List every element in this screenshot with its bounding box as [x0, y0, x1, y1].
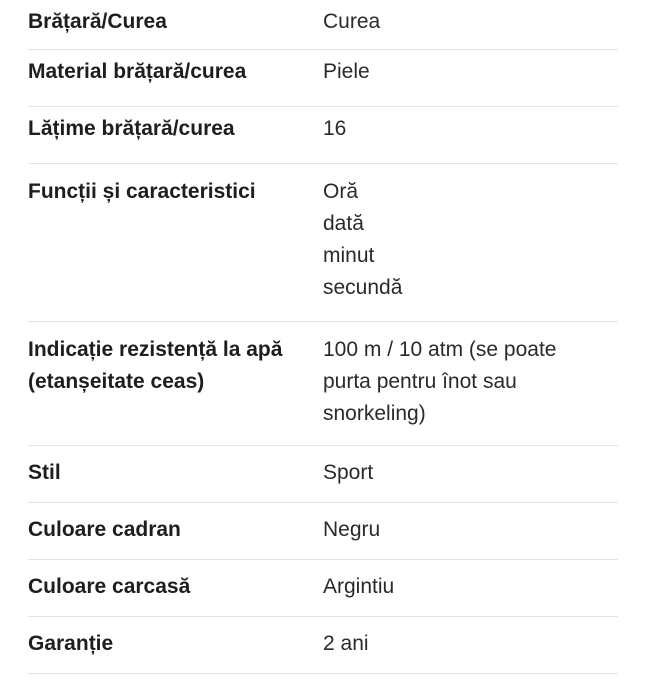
spec-row-dial-color — [28, 503, 618, 560]
spec-label: Culoare cadran — [28, 518, 181, 541]
spec-label-line: (etanșeitate ceas) — [28, 370, 205, 393]
spec-value — [323, 571, 618, 616]
spec-value-line: Oră — [323, 180, 359, 203]
spec-value-line: 16 — [323, 117, 347, 140]
spec-label: Culoare carcasă — [28, 575, 191, 598]
spec-value — [323, 457, 618, 502]
specifications-table — [28, 0, 618, 674]
spec-row-case-color — [28, 560, 618, 617]
spec-label: Garanție — [28, 632, 114, 655]
spec-row-bracelet — [28, 0, 618, 50]
spec-label-line: Indicație rezistență la apă — [28, 338, 283, 361]
spec-value-line: snorkeling) — [323, 402, 426, 425]
spec-row-warranty — [28, 617, 618, 674]
spec-value-line: Negru — [323, 518, 381, 541]
spec-value — [323, 628, 618, 673]
spec-row-style — [28, 446, 618, 503]
spec-value — [323, 334, 618, 445]
spec-value-line: minut — [323, 244, 375, 267]
spec-row-functions — [28, 164, 618, 322]
spec-label: Lățime brățară/curea — [28, 117, 235, 140]
spec-value — [323, 6, 618, 49]
spec-value-line: Sport — [323, 461, 374, 484]
spec-value — [323, 176, 618, 321]
spec-label: Brățară/Curea — [28, 10, 167, 33]
spec-value-line: secundă — [323, 276, 403, 299]
spec-value-line: Piele — [323, 60, 370, 83]
spec-value — [323, 113, 618, 163]
spec-value-line: dată — [323, 212, 364, 235]
spec-label: Funcții și caracteristici — [28, 180, 256, 203]
spec-label — [28, 334, 323, 445]
spec-value-line: Curea — [323, 10, 381, 33]
spec-value — [323, 56, 618, 106]
spec-row-bracelet-width — [28, 107, 618, 164]
spec-row-bracelet-material — [28, 50, 618, 107]
spec-value-line: Argintiu — [323, 575, 395, 598]
spec-row-water-resistance — [28, 322, 618, 446]
spec-label: Stil — [28, 461, 61, 484]
spec-value-line: 100 m / 10 atm (se poate — [323, 338, 557, 361]
spec-label: Material brățară/curea — [28, 60, 247, 83]
spec-value-line: 2 ani — [323, 632, 369, 655]
spec-value — [323, 514, 618, 559]
spec-value-line: purta pentru înot sau — [323, 370, 517, 393]
